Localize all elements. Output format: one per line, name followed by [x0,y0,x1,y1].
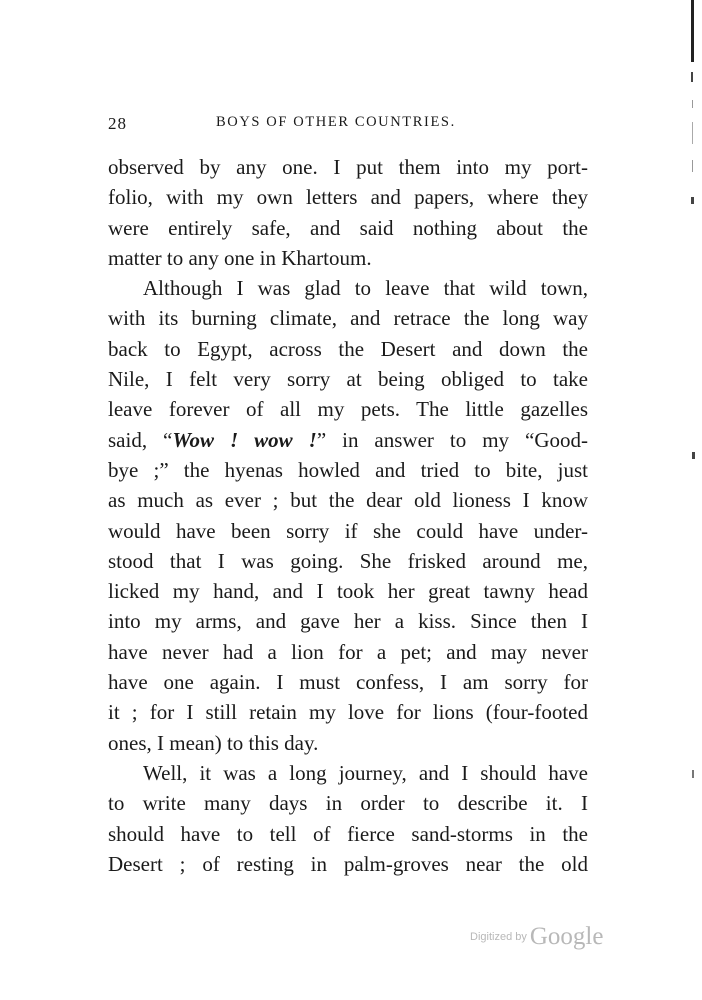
google-logo: Google [529,923,604,950]
text-line: to write many days in order to describe it. I [108,791,588,816]
emphasized-quote: Wow ! wow ! [172,427,317,452]
text-line: licked my hand, and I took her great tawny head [108,579,588,604]
text-line: ones, I mean) to this day. [108,730,319,755]
running-head: BOYS OF OTHER COUNTRIES. [216,114,456,130]
text-line: folio, with my own letters and papers, where they [108,185,588,210]
text-fragment: ” in answer to my “Good- [316,427,588,452]
text-line: were entirely safe, and said nothing about the [108,215,588,240]
scan-speck [692,770,694,778]
scan-speck [692,160,693,172]
text-fragment: said, “ [108,427,173,452]
scan-speck [691,72,693,82]
page-number: 28 [108,114,127,133]
scan-speck [692,100,693,108]
body-text [108,152,588,879]
text-line-with-emphasis [108,425,588,455]
text-line: stood that I was going. She frisked around me, [108,548,588,573]
text-line: have one again. I must confess, I am sorry for [108,670,588,695]
page-header [108,114,588,138]
scan-speck [691,197,694,204]
scan-speck [692,452,695,459]
text-line: Well, it was a long journey, and I should have [143,760,588,785]
text-line: back to Egypt, across the Desert and down the [108,336,588,361]
text-line: it ; for I still retain my love for lions (four-footed [108,700,588,725]
text-line: Nile, I felt very sorry at being obliged to take [108,367,588,392]
text-line: as much as ever ; but the dear old lioness I know [108,488,588,513]
digitized-by-google-watermark [470,923,603,951]
text-line: leave forever of all my pets. The little gazelles [108,397,588,422]
text-line: have never had a lion for a pet; and may never [108,639,588,664]
text-line: would have been sorry if she could have under- [108,518,588,543]
text-line: Although I was glad to leave that wild town, [143,276,588,301]
watermark-prefix: Digitized by [470,931,527,943]
text-line: into my arms, and gave her a kiss. Since then I [108,609,588,634]
text-line: matter to any one in Khartoum. [108,245,372,270]
text-line: Desert ; of resting in palm-groves near the old [108,851,588,876]
page-edge-line [691,0,694,62]
scan-speck [692,122,693,144]
text-line: with its burning climate, and retrace the long way [108,306,588,331]
text-line: should have to tell of fierce sand-storms in the [108,821,588,846]
text-line: observed by any one. I put them into my port- [108,155,588,179]
text-line: bye ;” the hyenas howled and tried to bite, just [108,457,588,482]
